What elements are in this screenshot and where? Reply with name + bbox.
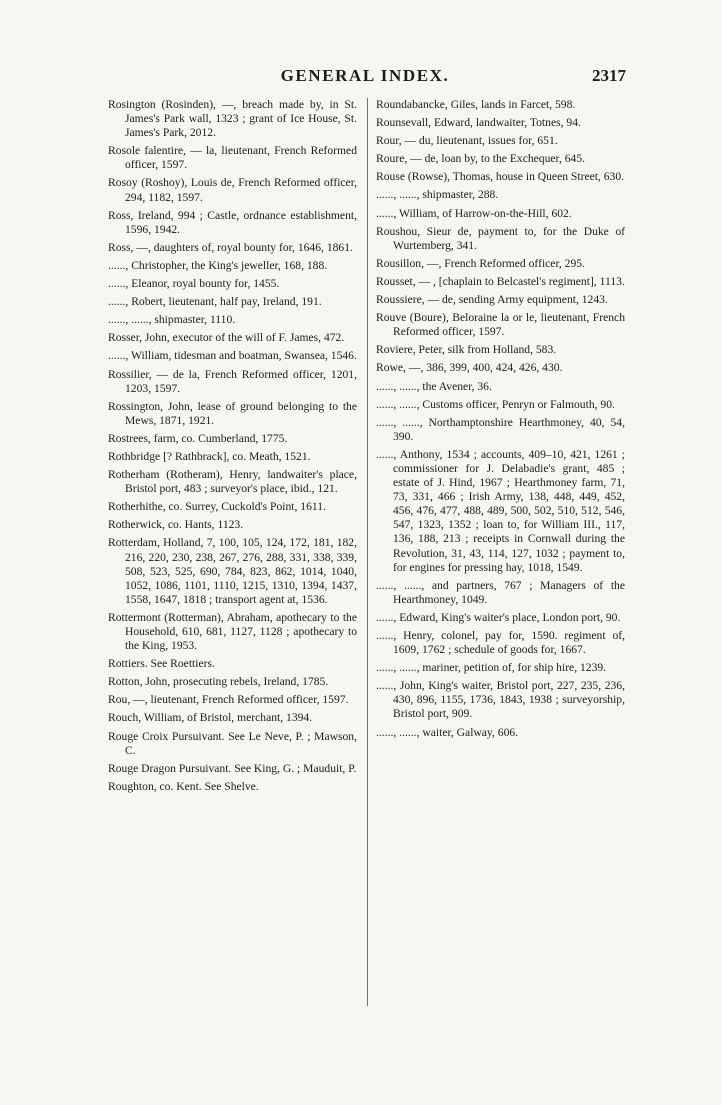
index-entry: ......, ......, Northamptonshire Hearthmoney, 40, 54, 390. [376, 415, 625, 443]
index-entry: Ross, Ireland, 994 ; Castle, ordnance establishment, 1596, 1942. [108, 208, 357, 236]
index-entry: Rothbridge [? Rathbrack], co. Meath, 1521. [108, 449, 311, 463]
index-entry: Rotton, John, prosecuting rebels, Ireland, 1785. [108, 675, 329, 689]
running-title: GENERAL INDEX. [280, 66, 450, 85]
index-entry: ......, Anthony, 1534 ; accounts, 409–10, 421, 1261 ; commissioner for J. Delabadie's grant, 485 ; estate of J. Hind, 1967 ; Hearthmoney farm, 71, 73, 331, 466 ; Irish Army, 138, 448, 449, 452, 456, 476, 477, 488, 489, 500, 502, 510, 512, 546, 547, 1323, 1352 ; loan to, for William III., 117, 136, 188, 213 ; receipts in Cornwall during the Revolution, 31, 43, 114, 127, 1032 ; payment to, for engines for pressing hay, 1018, 1549. [376, 447, 625, 574]
index-entry: Roughton, co. Kent. See Shelve. [108, 779, 259, 793]
index-entry: ......, ......, mariner, petition of, for ship hire, 1239. [376, 661, 607, 675]
index-entry: Rossilier, — de la, French Reformed officer, 1201, 1203, 1597. [108, 367, 357, 395]
index-entry: Rouch, William, of Bristol, merchant, 1394. [108, 711, 313, 725]
index-entry: Ross, —, daughters of, royal bounty for, 1646, 1861. [108, 240, 353, 254]
index-entry: Rosington (Rosinden), —, breach made by, in St. James's Park wall, 1323 ; grant of Ice House, St. James's Park, 2012. [108, 98, 357, 140]
index-entry: Rostrees, farm, co. Cumberland, 1775. [108, 431, 288, 445]
index-entry: Rouse (Rowse), Thomas, house in Queen Street, 630. [376, 170, 625, 184]
index-entry: Rotterdam, Holland, 7, 100, 105, 124, 172, 181, 182, 216, 220, 230, 238, 267, 276, 288, 331, 338, 339, 508, 523, 525, 690, 784, 823, 862, 1014, 1040, 1052, 1086, 1101, 1110, 1215, 1310, 1394, 1437, 1558, 1647, 1818 ; transport agent at, 1536. [108, 536, 357, 606]
index-entry: Rousillon, —, French Reformed officer, 295. [376, 256, 585, 270]
index-entry: Rottiers. See Roettiers. [108, 657, 215, 671]
index-entry: Rosser, John, executor of the will of F. James, 472. [108, 331, 345, 345]
index-entry: Roundabancke, Giles, lands in Farcet, 598. [376, 98, 576, 111]
index-entry: Rossington, John, lease of ground belonging to the Mews, 1871, 1921. [108, 399, 357, 427]
page-header [104, 66, 626, 92]
index-entry: ......, William, tidesman and boatman, Swansea, 1546. [108, 349, 357, 363]
index-entry: Roussiere, — de, sending Army equipment, 1243. [376, 293, 608, 307]
index-entry: Rounsevall, Edward, landwaiter, Totnes, 94. [376, 116, 581, 130]
index-columns [108, 98, 625, 1098]
index-entry: ......, Christopher, the King's jeweller, 168, 188. [108, 258, 328, 272]
index-entry: ......, Edward, King's waiter's place, London port, 90. [376, 610, 621, 624]
index-entry: ......, ......, and partners, 767 ; Managers of the Hearthmoney, 1049. [376, 578, 625, 606]
index-entry: ......, John, King's waiter, Bristol port, 227, 235, 236, 430, 896, 1155, 1736, 1843, 1938 ; surveyorship, Bristol port, 909. [376, 679, 625, 721]
index-entry: ......, ......, waiter, Galway, 606. [376, 725, 519, 739]
index-entry: Rowe, —, 386, 399, 400, 424, 426, 430. [376, 361, 563, 375]
index-entry: ......, ......, shipmaster, 288. [376, 188, 499, 202]
index-entry: Rouge Croix Pursuivant. See Le Neve, P. ; Mawson, C. [108, 729, 357, 757]
index-entry: Rouge Dragon Pursuivant. See King, G. ; Mauduit, P. [108, 761, 357, 775]
index-entry: Rosole falentire, — la, lieutenant, French Reformed officer, 1597. [108, 144, 357, 172]
index-entry: ......, Henry, colonel, pay for, 1590. regiment of, 1609, 1762 ; schedule of goods for, 1667. [376, 629, 625, 657]
index-entry: Roure, — de, loan by, to the Exchequer, 645. [376, 152, 586, 166]
index-entry: Rousset, — , [chaplain to Belcastel's regiment], 1113. [376, 274, 625, 288]
index-entry: Rou, —, lieutenant, French Reformed officer, 1597. [108, 693, 349, 707]
index-entry: Rotherwick, co. Hants, 1123. [108, 518, 244, 532]
index-entry: Rotherham (Rotheram), Henry, landwaiter's place, Bristol port, 483 ; surveyor's place, ibid., 121. [108, 468, 357, 496]
right-column [376, 98, 625, 744]
index-entry: Roviere, Peter, silk from Holland, 583. [376, 343, 557, 357]
index-entry: Roushou, Sieur de, payment to, for the Duke of Wurtemberg, 341. [376, 224, 625, 252]
index-entry: ......, ......, the Avener, 36. [376, 379, 492, 393]
index-entry: Rosoy (Roshoy), Louis de, French Reformed officer, 294, 1182, 1597. [108, 176, 357, 204]
index-entry: Rouve (Boure), Beloraine la or le, lieutenant, French Reformed officer, 1597. [376, 311, 625, 339]
index-entry: Rour, — du, lieutenant, issues for, 651. [376, 134, 558, 148]
column-divider [367, 98, 368, 1006]
left-column [108, 98, 357, 798]
page-number: 2317 [592, 66, 626, 85]
index-entry: ......, Eleanor, royal bounty for, 1455. [108, 277, 280, 291]
index-entry: Rotherhithe, co. Surrey, Cuckold's Point, 1611. [108, 500, 326, 514]
index-entry: ......, ......, shipmaster, 1110. [108, 313, 236, 327]
index-entry: Rottermont (Rotterman), Abraham, apothecary to the Household, 610, 681, 1127, 1128 ; apothecary to the King, 1953. [108, 610, 357, 653]
index-entry: ......, Robert, lieutenant, half pay, Ireland, 191. [108, 295, 322, 309]
index-entry: ......, William, of Harrow-on-the-Hill, 602. [376, 206, 572, 220]
index-entry: ......, ......, Customs officer, Penryn or Falmouth, 90. [376, 397, 615, 411]
